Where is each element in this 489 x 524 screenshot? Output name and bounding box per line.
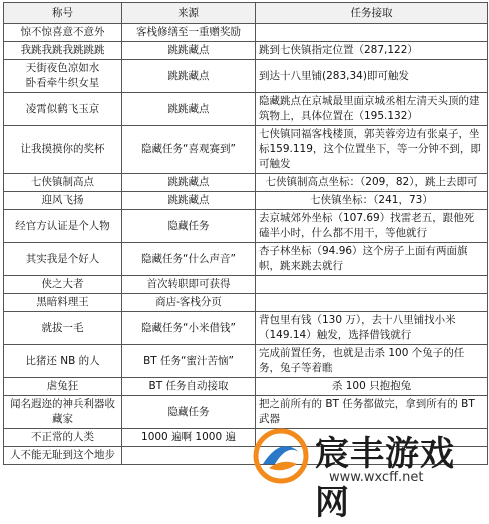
cell-task	[256, 276, 488, 294]
table-row	[4, 276, 488, 294]
cell-source: 首次转职即可获得	[122, 276, 256, 294]
table-row	[4, 174, 488, 192]
cell-source: 跳跳藏点	[122, 60, 256, 93]
cell-source: 隐藏任务“什么声音”	[122, 243, 256, 276]
table-row	[4, 210, 488, 243]
cell-source: 客栈修缮至一重赠奖励	[122, 24, 256, 42]
cell-title: 侠之大者	[4, 276, 122, 294]
cell-source: 隐藏任务“喜观赛到”	[122, 126, 256, 174]
cell-title: 惊不惊喜意不意外	[4, 24, 122, 42]
table-row	[4, 93, 488, 126]
cell-task: 跳到七侠镇指定位置（287,122）	[256, 42, 488, 60]
cell-title: 就拔一毛	[4, 312, 122, 345]
cell-task: 杏子林坐标（94.96）这个房子上面有两面旗帜，跳来跳去就行	[256, 243, 488, 276]
table-row	[4, 243, 488, 276]
cell-task: 七侠镇制高点坐标：（209，82），跳上去即可	[256, 174, 488, 192]
cell-task: 去京城郊外坐标（107.69）找雷老五，跟他死磕半小时，什么都不用干，等他就行	[256, 210, 488, 243]
cell-title: 闻名遐迩的神兵利器收藏家	[4, 396, 122, 429]
table-row	[4, 378, 488, 396]
watermark-url: www.wxcff.net	[329, 470, 424, 485]
cell-source	[122, 447, 256, 465]
cell-source: 跳跳藏点	[122, 174, 256, 192]
cell-source: 隐藏任务	[122, 396, 256, 429]
watermark-logo-icon	[253, 428, 309, 484]
watermark	[253, 420, 483, 523]
title-table	[3, 2, 488, 465]
cell-source: 跳跳藏点	[122, 42, 256, 60]
table-row	[4, 192, 488, 210]
table-body	[4, 24, 488, 465]
watermark-name: 宸丰游戏网	[315, 434, 455, 523]
cell-task	[256, 294, 488, 312]
table-row	[4, 345, 488, 378]
cell-task: 隐藏跳点在京城最里面京城丞相左清天头顶的建筑物上，具体位置在（195.132）	[256, 93, 488, 126]
header-task: 任务接取	[256, 3, 488, 24]
header-source: 来源	[122, 3, 256, 24]
cell-source: 隐藏任务“小米借钱”	[122, 312, 256, 345]
table-row	[4, 42, 488, 60]
table-row	[4, 294, 488, 312]
cell-title: 天街夜色凉如水 卧看牵牛织女星	[4, 60, 122, 93]
table-row	[4, 24, 488, 42]
cell-title: 虐兔狂	[4, 378, 122, 396]
cell-task: 背包里有钱（130 万），去十八里铺找小米（149.14）触发，选择借钱就行	[256, 312, 488, 345]
table-header-row	[4, 3, 488, 24]
cell-task	[256, 24, 488, 42]
cell-title: 不正常的人类	[4, 429, 122, 447]
cell-title: 我跳我跳我跳跳跳	[4, 42, 122, 60]
cell-title: 比猪还 NB 的人	[4, 345, 122, 378]
cell-task: 七侠镇同福客栈楼顶，郭芙蓉旁边有张桌子，坐标159.119，这个位置坐下，等一分钟不到，即可触发	[256, 126, 488, 174]
cell-title: 凌霄似鹤飞玉京	[4, 93, 122, 126]
cell-title: 让我摸摸你的奖杯	[4, 126, 122, 174]
table-row	[4, 60, 488, 93]
cell-source: BT 任务自动接取	[122, 378, 256, 396]
cell-source: 跳跳藏点	[122, 192, 256, 210]
cell-source: 跳跳藏点	[122, 93, 256, 126]
cell-title: 迎风飞扬	[4, 192, 122, 210]
cell-title: 七侠镇制高点	[4, 174, 122, 192]
cell-title: 黑暗料理王	[4, 294, 122, 312]
cell-title: 经官方认证是个人物	[4, 210, 122, 243]
cell-task: 七侠镇坐标：（241，73）	[256, 192, 488, 210]
cell-task: 完成前置任务，也就是击杀 100 个兔子的任务，兔子等着瞧	[256, 345, 488, 378]
cell-source: 隐藏任务	[122, 210, 256, 243]
cell-task: 杀 100 只抱抱兔	[256, 378, 488, 396]
cell-source: BT 任务“蜜汁苦恼”	[122, 345, 256, 378]
cell-title: 其实我是个好人	[4, 243, 122, 276]
table-row	[4, 312, 488, 345]
cell-task: 到达十八里铺(283,34)即可触发	[256, 60, 488, 93]
header-title: 称号	[4, 3, 122, 24]
table-row	[4, 126, 488, 174]
cell-source: 商店-客栈分页	[122, 294, 256, 312]
cell-task: 把之前所有的 BT 任务都做完，拿到所有的 BT 武器	[256, 396, 488, 429]
cell-source: 1000 遍啊 1000 遍	[122, 429, 256, 447]
cell-title: 人不能无耻到这个地步	[4, 447, 122, 465]
